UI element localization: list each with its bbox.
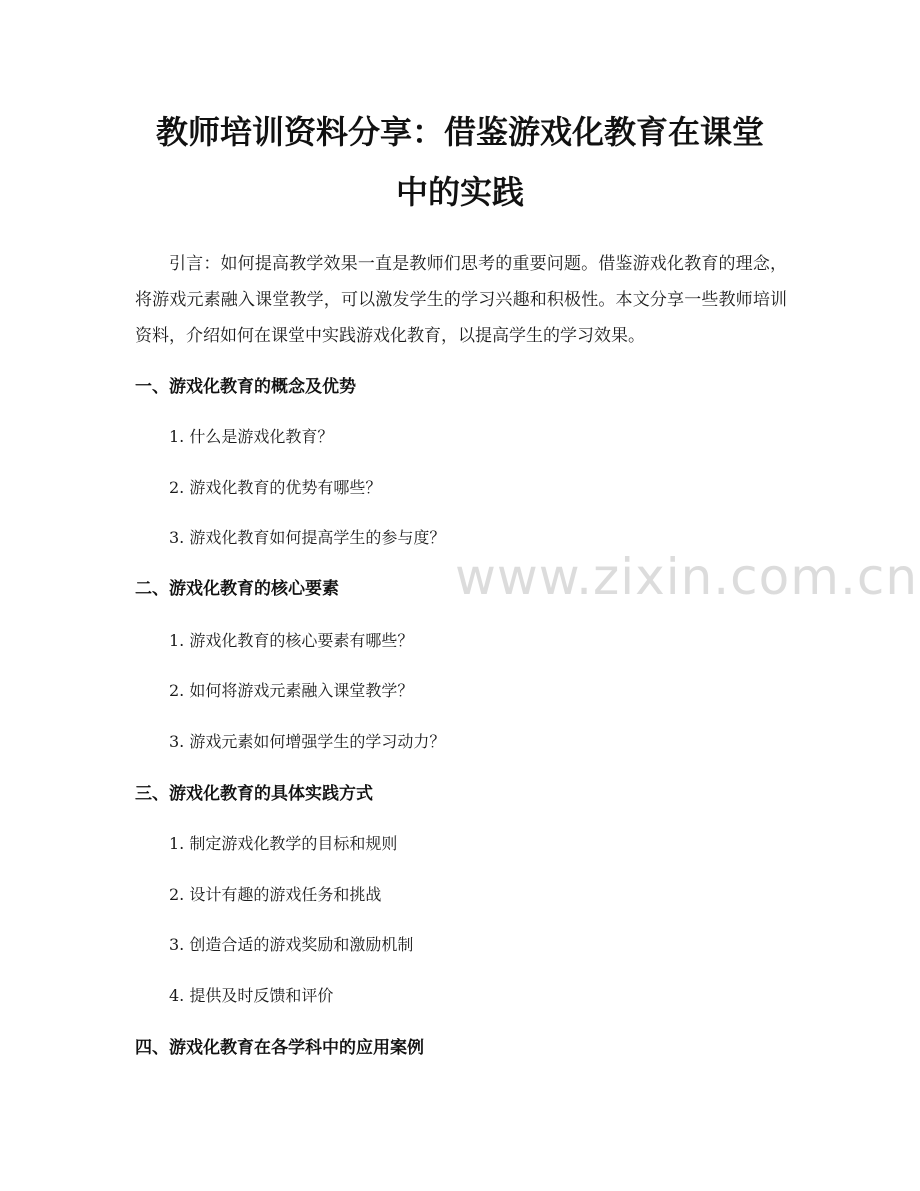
section-1-item-3: 3. 游戏化教育如何提高学生的参与度？ — [169, 528, 446, 547]
site-watermark: www.zixin.com.cn — [455, 548, 919, 606]
section-2-item-2: 2. 如何将游戏元素融入课堂教学？ — [169, 681, 414, 700]
document-title — [100, 102, 820, 222]
intro-paragraph: 引言：如何提高教学效果一直是教师们思考的重要问题。借鉴游戏化教育的理念，将游戏元素融入课堂教学，可以激发学生的学习兴趣和积极性。本文分享一些教师培训资料，介绍如何在课堂中实践游戏化教育，以提高学生的学习效果。 — [135, 254, 787, 346]
section-2-item-1: 1. 游戏化教育的核心要素有哪些？ — [169, 631, 414, 650]
section-3-item-4: 4. 提供及时反馈和评价 — [169, 986, 334, 1005]
title-line-1: 教师培训资料分享：借鉴游戏化教育在课堂 — [155, 113, 764, 151]
section-heading-2: 二、游戏化教育的核心要素 — [135, 579, 339, 599]
section-2-item-3: 3. 游戏元素如何增强学生的学习动力？ — [169, 732, 446, 751]
section-3-item-3: 3. 创造合适的游戏奖励和激励机制 — [169, 935, 414, 954]
title-line-2: 中的实践 — [395, 173, 524, 211]
section-1-item-1: 1. 什么是游戏化教育？ — [169, 427, 334, 446]
section-3-item-1: 1. 制定游戏化教学的目标和规则 — [169, 834, 398, 853]
section-heading-1: 一、游戏化教育的概念及优势 — [135, 377, 356, 397]
section-heading-3: 三、游戏化教育的具体实践方式 — [135, 784, 373, 804]
section-heading-4: 四、游戏化教育在各学科中的应用案例 — [135, 1038, 424, 1058]
section-3-item-2: 2. 设计有趣的游戏任务和挑战 — [169, 885, 382, 904]
section-1-item-2: 2. 游戏化教育的优势有哪些？ — [169, 478, 382, 497]
